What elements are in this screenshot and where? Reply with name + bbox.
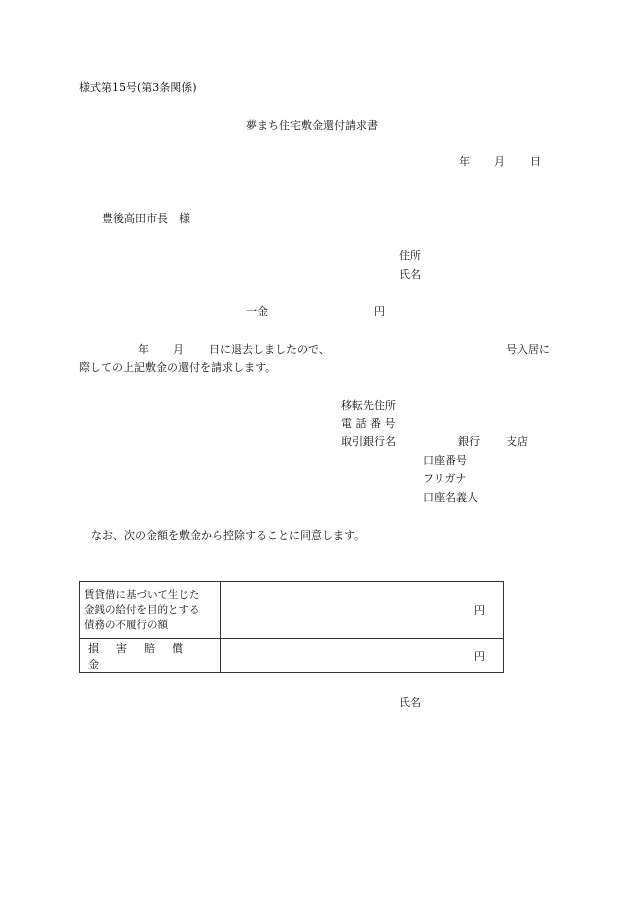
date-year-label: 年 — [459, 155, 470, 168]
bank-name-label: 取引銀行名 — [341, 435, 396, 448]
table-row — [80, 639, 504, 673]
deduction-label-default: 賃貸借に基づいて生じた金銭の給付を目的とする債務の不履行の額 — [80, 582, 221, 639]
date-month-label: 月 — [494, 155, 505, 168]
furigana-label: フリガナ — [423, 472, 467, 485]
table-row — [80, 582, 504, 639]
applicant-address-label: 住所 — [399, 249, 421, 262]
amount-prefix: 一金 — [246, 305, 268, 318]
body-line1-mid: 日に退去しましたので、 — [209, 343, 330, 356]
signature-name-label: 氏名 — [399, 696, 421, 709]
account-holder-label: 口座名義人 — [423, 491, 478, 504]
account-number-label: 口座番号 — [423, 454, 467, 467]
deduction-value-damages — [221, 639, 504, 673]
consent-statement: なお、次の金額を敷金から控除することに同意します。 — [91, 529, 366, 542]
date-day-label: 日 — [530, 155, 541, 168]
form-number: 様式第15号(第3条関係) — [79, 81, 197, 94]
amount-unit: 円 — [374, 305, 385, 318]
phone-label: 電 話 番 号 — [341, 417, 396, 430]
deduction-value-default — [221, 582, 504, 639]
deduction-label-damages: 損害賠償金 — [80, 639, 221, 673]
deduction-table — [79, 581, 504, 673]
branch-suffix: 支店 — [506, 435, 528, 448]
body-line2: 際しての上記敷金の還付を請求します。 — [79, 361, 277, 374]
applicant-name-label: 氏名 — [399, 268, 421, 281]
document-title: 夢まち住宅敷金還付請求書 — [246, 119, 378, 132]
addressee: 豊後高田市長 様 — [102, 212, 190, 225]
body-year-label: 年 — [138, 343, 149, 356]
deduction-unit-damages: 円 — [474, 649, 485, 663]
new-address-label: 移転先住所 — [341, 399, 396, 412]
body-line1-end: 号入居に — [506, 343, 550, 356]
body-month-label: 月 — [173, 343, 184, 356]
bank-suffix: 銀行 — [458, 435, 480, 448]
deduction-unit-default: 円 — [474, 604, 485, 617]
